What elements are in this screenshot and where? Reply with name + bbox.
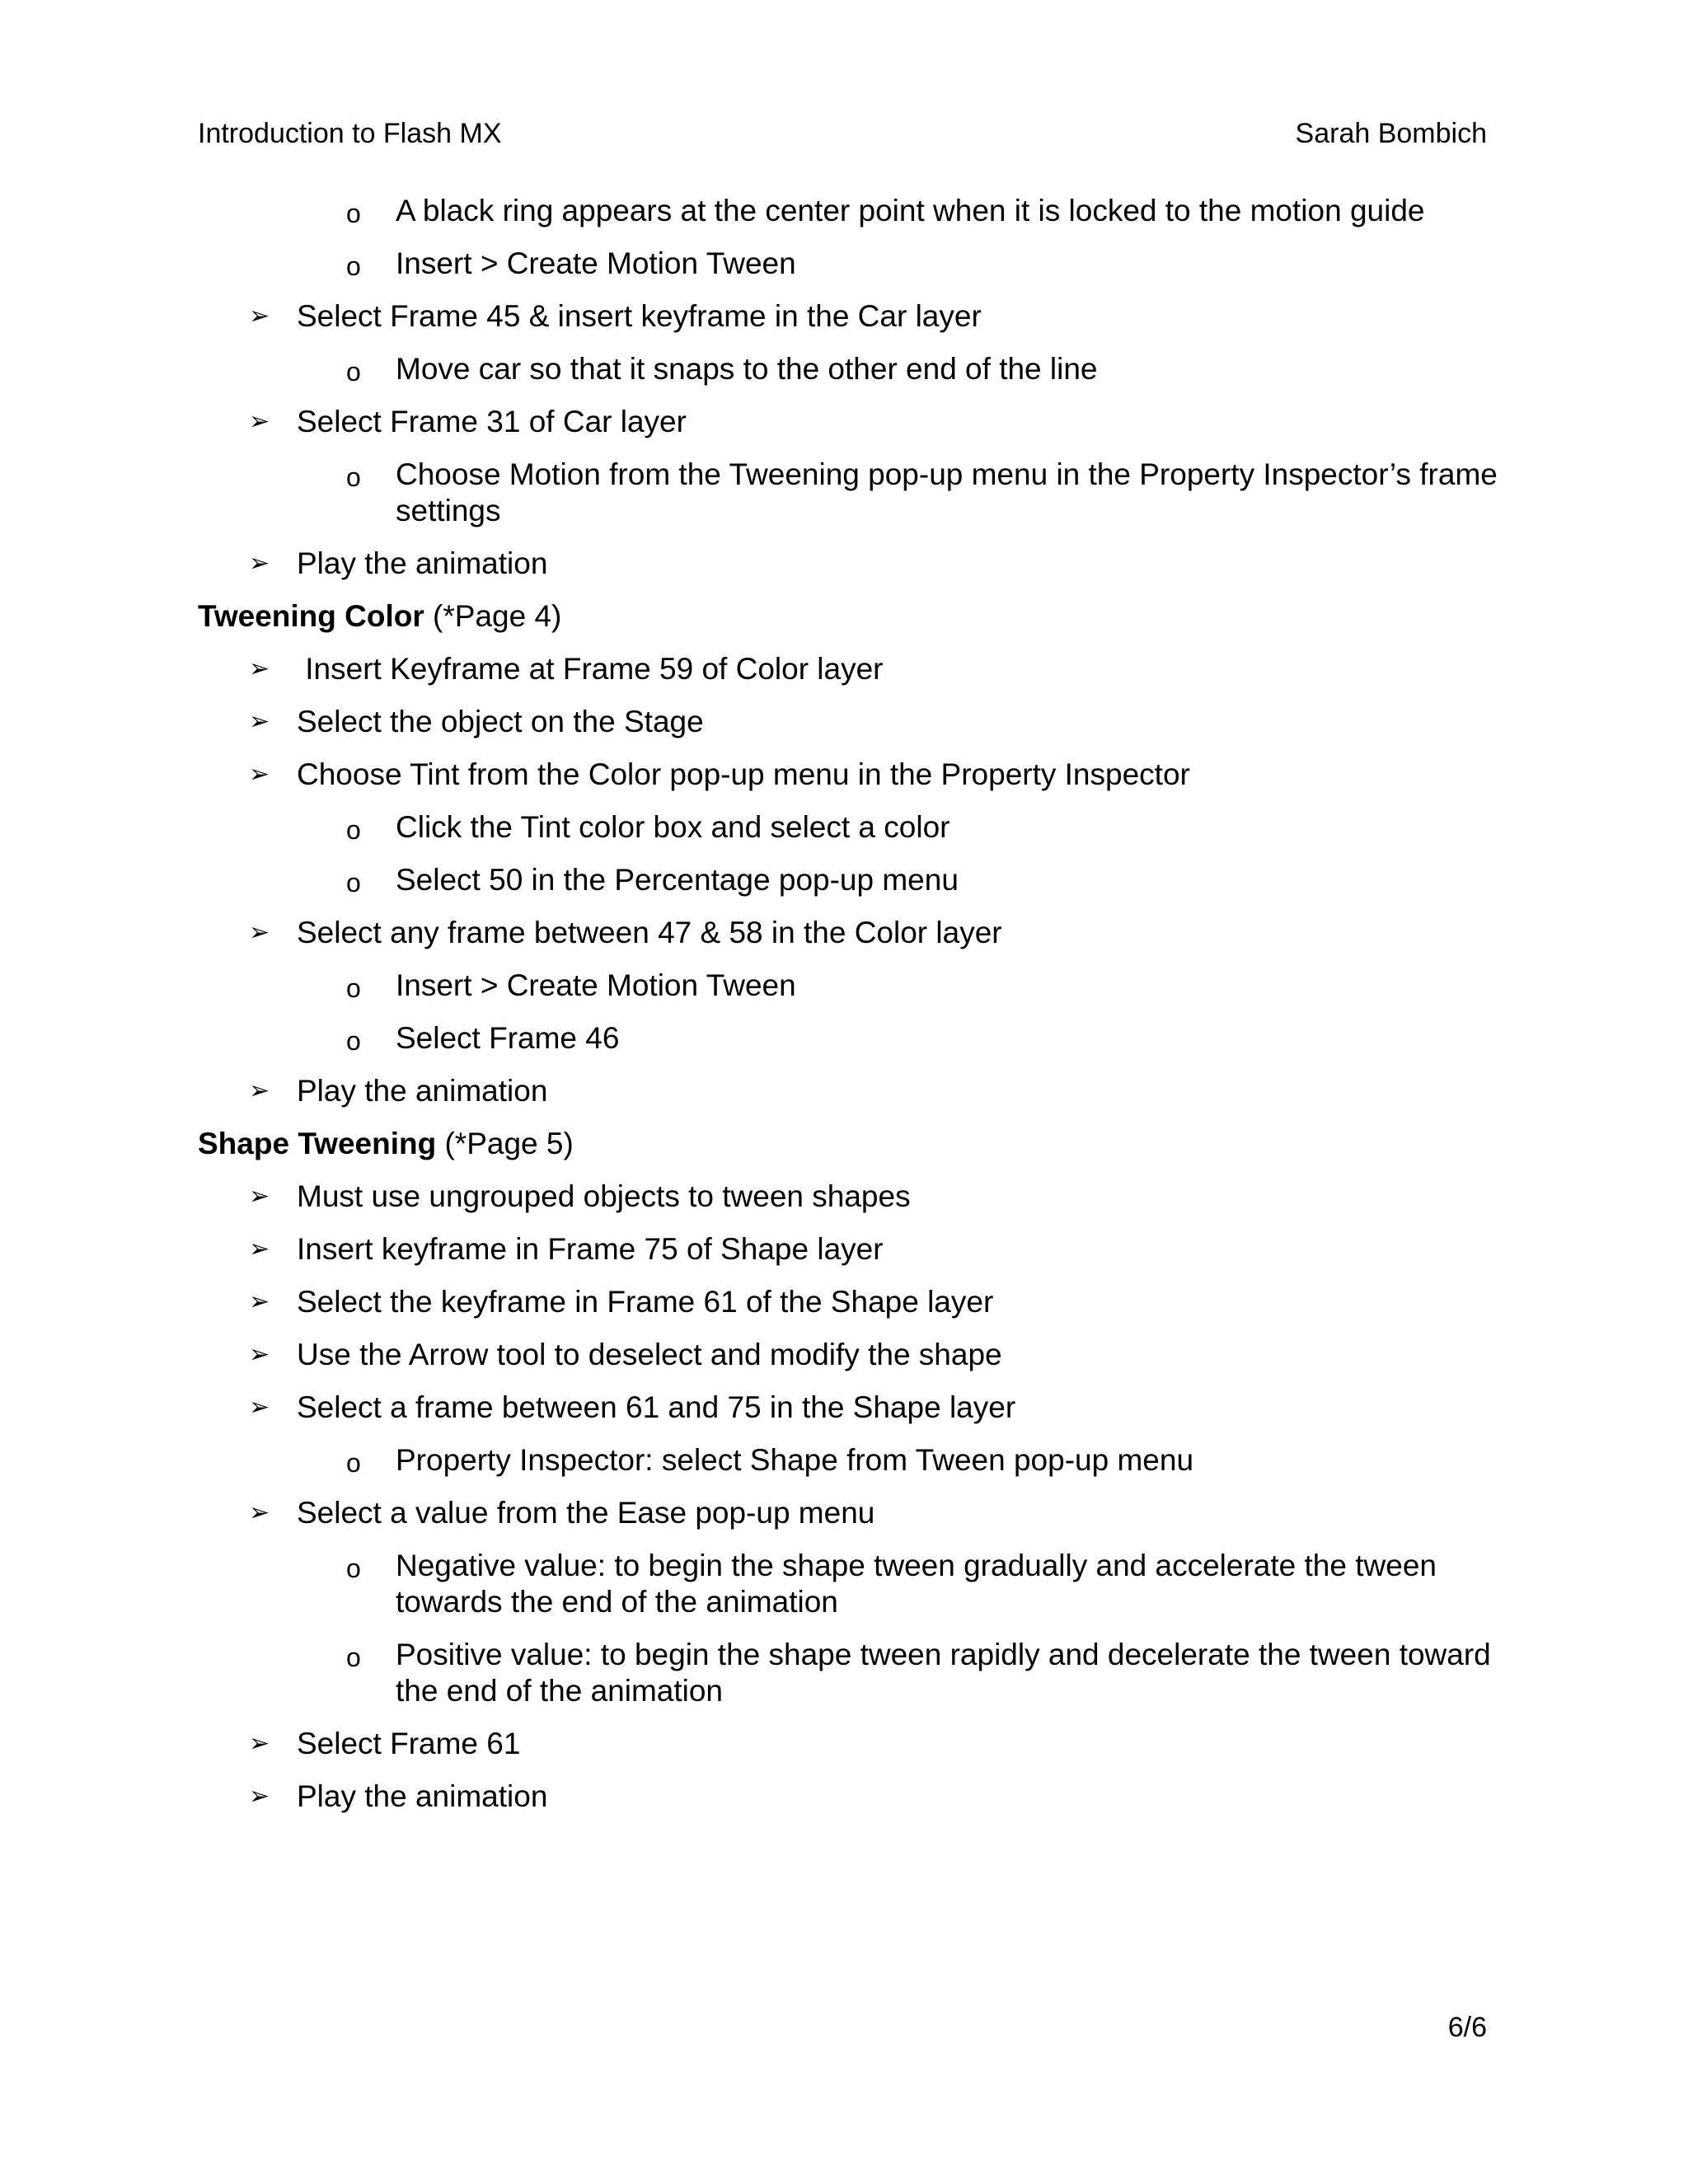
- circle-bullet-icon: o: [346, 199, 361, 228]
- section-heading: [198, 598, 1500, 635]
- circle-bullet-icon: o: [346, 815, 361, 845]
- bullet-item: [198, 546, 1500, 582]
- sub-bullet-item: [198, 1020, 1500, 1057]
- arrow-bullet-icon: ➢: [249, 407, 270, 436]
- header-title: Introduction to Flash MX: [198, 118, 502, 149]
- item-text: Must use ungrouped objects to tween shapes: [297, 1179, 911, 1213]
- item-text: Choose Motion from the Tweening pop-up menu in the Property Inspector’s frame settings: [396, 457, 1507, 527]
- sub-bullet-item: [198, 968, 1500, 1004]
- sub-bullet-item: [198, 246, 1500, 282]
- item-text: Select any frame between 47 & 58 in the Color layer: [297, 916, 1002, 949]
- circle-bullet-icon: o: [346, 1026, 361, 1056]
- item-text: Select Frame 46: [396, 1021, 620, 1055]
- item-text: Play the animation: [297, 1779, 548, 1813]
- item-text: Select a value from the Ease pop-up menu: [297, 1496, 875, 1530]
- sub-bullet-item: [198, 862, 1500, 898]
- item-text: Select Frame 31 of Car layer: [297, 405, 687, 438]
- arrow-bullet-icon: ➢: [249, 1235, 270, 1263]
- item-text: Select Frame 61: [297, 1727, 521, 1760]
- header-author: Sarah Bombich: [1295, 118, 1487, 149]
- circle-bullet-icon: o: [346, 868, 361, 898]
- item-text: Use the Arrow tool to deselect and modify the shape: [297, 1338, 1002, 1371]
- bullet-item: [198, 1390, 1500, 1426]
- arrow-bullet-icon: ➢: [249, 654, 270, 683]
- section-heading: [198, 1126, 1500, 1162]
- section-page-ref: (*Page 5): [436, 1127, 574, 1160]
- arrow-bullet-icon: ➢: [249, 1782, 270, 1811]
- sub-bullet-item: [198, 809, 1500, 846]
- section-title: Shape Tweening: [198, 1127, 437, 1160]
- arrow-bullet-icon: ➢: [249, 1287, 270, 1316]
- item-text: Insert > Create Motion Tween: [396, 968, 796, 1002]
- sub-bullet-item: [198, 1442, 1500, 1479]
- item-text: Insert keyframe in Frame 75 of Shape layer: [297, 1232, 884, 1266]
- item-text: Select a frame between 61 and 75 in the Shape layer: [297, 1390, 1016, 1424]
- item-text: Negative value: to begin the shape tween gradually and accelerate the tween towards the end of the animation: [396, 1549, 1446, 1619]
- circle-bullet-icon: o: [346, 251, 361, 281]
- sub-bullet-item: [198, 457, 1507, 529]
- arrow-bullet-icon: ➢: [249, 1729, 270, 1758]
- bullet-item: [198, 1231, 1500, 1268]
- bullet-item: [198, 404, 1500, 440]
- item-text: Play the animation: [297, 546, 548, 580]
- arrow-bullet-icon: ➢: [249, 549, 270, 578]
- arrow-bullet-icon: ➢: [249, 302, 270, 330]
- section-page-ref: (*Page 4): [424, 599, 562, 633]
- item-text: Positive value: to begin the shape tween rapidly and decelerate the tween toward the end of the animation: [396, 1638, 1500, 1708]
- bullet-item: [198, 1726, 1500, 1762]
- bullet-item: [198, 1073, 1500, 1109]
- sub-bullet-item: [198, 1548, 1500, 1620]
- bullet-item: [198, 1179, 1500, 1215]
- item-text: Select Frame 45 & insert keyframe in the Car layer: [297, 299, 982, 333]
- arrow-bullet-icon: ➢: [249, 1076, 270, 1105]
- bullet-item: [198, 1495, 1500, 1531]
- item-text: Property Inspector: select Shape from Tween pop-up menu: [396, 1443, 1194, 1477]
- page-number: 6/6: [1447, 2012, 1487, 2043]
- sub-bullet-item: [198, 351, 1500, 387]
- arrow-bullet-icon: ➢: [249, 918, 270, 947]
- circle-bullet-icon: o: [346, 462, 361, 492]
- item-text: Click the Tint color box and select a color: [396, 810, 950, 844]
- circle-bullet-icon: o: [346, 1643, 361, 1672]
- item-text: Select the keyframe in Frame 61 of the Shape layer: [297, 1285, 994, 1319]
- bullet-item: [198, 757, 1500, 793]
- arrow-bullet-icon: ➢: [249, 707, 270, 736]
- bullet-item: [198, 651, 1500, 687]
- arrow-bullet-icon: ➢: [249, 760, 270, 789]
- item-text: Insert Keyframe at Frame 59 of Color layer: [297, 652, 884, 686]
- arrow-bullet-icon: ➢: [249, 1498, 270, 1527]
- circle-bullet-icon: o: [346, 357, 361, 387]
- item-text: Select the object on the Stage: [297, 705, 704, 738]
- bullet-item: [198, 298, 1500, 335]
- arrow-bullet-icon: ➢: [249, 1340, 270, 1369]
- sub-bullet-item: [198, 1637, 1500, 1709]
- item-text: Move car so that it snaps to the other end of the line: [396, 352, 1098, 386]
- item-text: Select 50 in the Percentage pop-up menu: [396, 863, 959, 897]
- arrow-bullet-icon: ➢: [249, 1393, 270, 1422]
- circle-bullet-icon: o: [346, 1448, 361, 1478]
- bullet-item: [198, 915, 1500, 951]
- bullet-item: [198, 704, 1500, 740]
- item-text: Choose Tint from the Color pop-up menu in the Property Inspector: [297, 757, 1190, 791]
- document-body: [198, 193, 1507, 1831]
- item-text: A black ring appears at the center point when it is locked to the motion guide: [396, 194, 1425, 227]
- circle-bullet-icon: o: [346, 1554, 361, 1583]
- circle-bullet-icon: o: [346, 973, 361, 1003]
- arrow-bullet-icon: ➢: [249, 1182, 270, 1211]
- sub-bullet-item: [198, 193, 1500, 229]
- bullet-item: [198, 1779, 1500, 1815]
- bullet-item: [198, 1337, 1500, 1373]
- item-text: Insert > Create Motion Tween: [396, 246, 796, 280]
- bullet-item: [198, 1284, 1500, 1320]
- section-title: Tweening Color: [198, 599, 424, 633]
- item-text: Play the animation: [297, 1074, 548, 1108]
